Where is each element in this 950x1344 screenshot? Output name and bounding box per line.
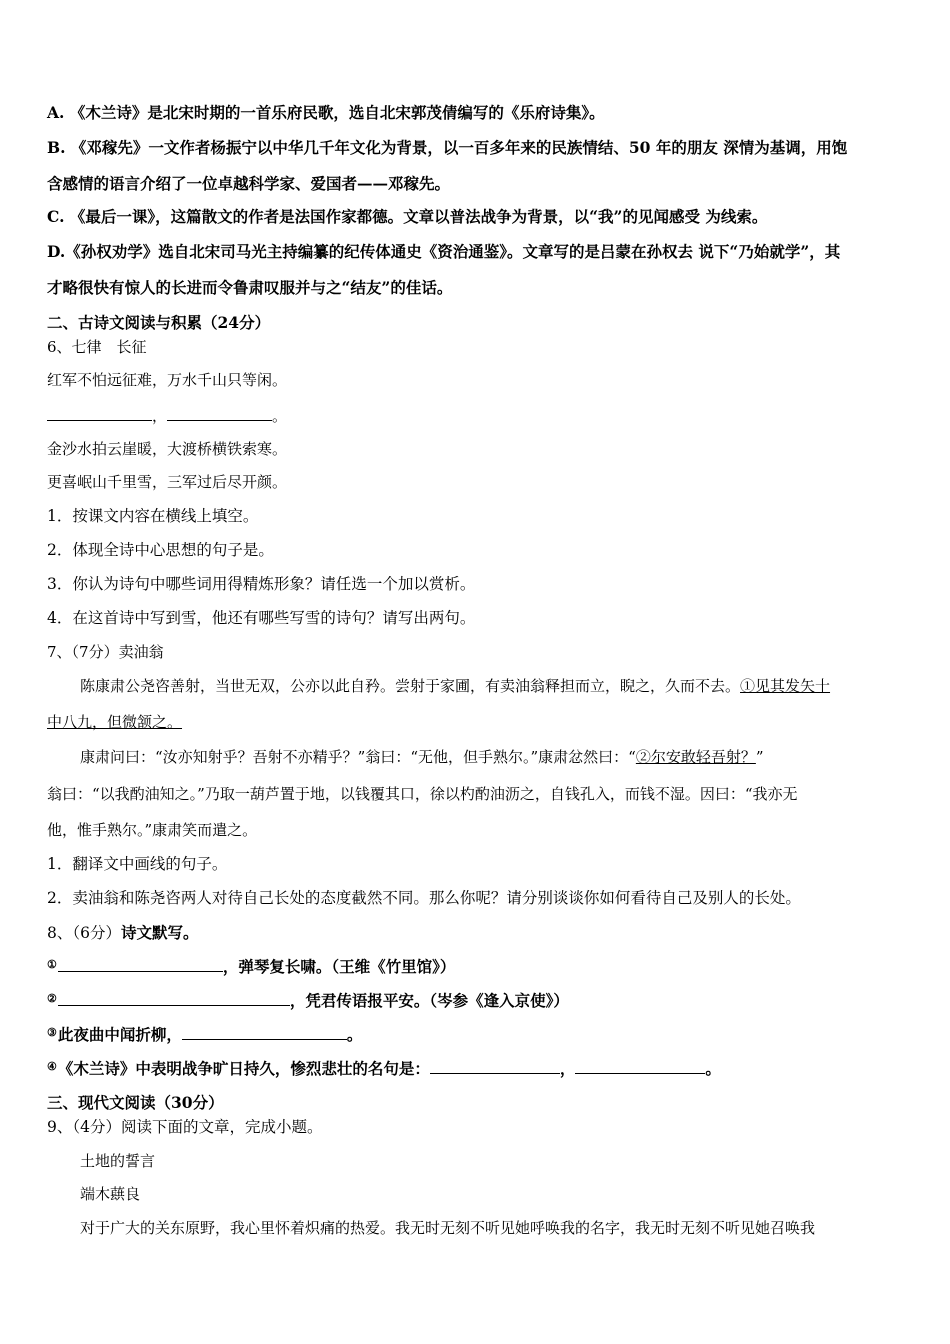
blank-1[interactable]	[47, 405, 152, 421]
option-d-line1: D.《孙权劝学》选自北宋司马光主持编纂的纪传体通史《资治通鉴》。文章写的是吕蒙在孙权去 说下“乃始就学”，其	[47, 242, 841, 261]
blank-2[interactable]	[167, 405, 272, 421]
q6-sub3: 3．你认为诗句中哪些词用得精炼形象？请任选一个加以赏析。	[47, 575, 476, 593]
q7-para2-line3: 他，惟手熟尔。”康肃笑而遣之。	[47, 821, 258, 839]
article-title: 土地的誓言	[80, 1152, 156, 1170]
article-para1: 对于广大的关东原野，我心里怀着炽痛的热爱。我无时无刻不听见她呼唤我的名字，我无时无刻不听见她召唤我	[80, 1219, 816, 1237]
q7-sub2: 2．卖油翁和陈尧咨两人对待自己长处的态度截然不同。那么你呢？请分别谈谈你如何看待自己及别人的长处。	[47, 889, 801, 907]
q6-sub4: 4．在这首诗中写到雪，他还有哪些写雪的诗句？请写出两句。	[47, 609, 476, 627]
blank-q8-1[interactable]	[58, 956, 223, 972]
option-d-line2: 才略很快有惊人的长进而令鲁肃叹服并与之“结友”的佳话。	[47, 278, 453, 297]
q6-sub1: 1．按课文内容在横线上填空。	[47, 507, 259, 525]
blank-q8-2[interactable]	[58, 990, 290, 1006]
q6-title: 6、七律 长征	[47, 338, 147, 356]
q8-item1: ① ，弹琴复长啸。（王维《竹里馆》）	[47, 957, 456, 976]
underlined-sentence-2: ②尔安敢轻吾射？	[635, 748, 756, 766]
q8-title: 8、（6分）诗文默写。	[47, 923, 199, 942]
underlined-sentence-1-cont: 中八九，但微颔之。	[47, 713, 183, 731]
blank-q8-4b[interactable]	[575, 1058, 705, 1074]
q6-poem-line4: 更喜岷山千里雪，三军过后尽开颜。	[47, 473, 288, 491]
q9-title: 9、（4分）阅读下面的文章，完成小题。	[47, 1118, 323, 1136]
q7-para1-line1: 陈康肃公尧咨善射，当世无双，公亦以此自矜。尝射于家圃，有卖油翁释担而立，睨之，久而不去。①见其发矢十	[80, 677, 831, 695]
q6-poem-line1: 红军不怕远征难，万水千山只等闲。	[47, 371, 288, 389]
blank-q8-3[interactable]	[182, 1024, 347, 1040]
q8-item2: ② ，凭君传语报平安。（岑参《逢入京使》）	[47, 991, 569, 1010]
blank-q8-4a[interactable]	[430, 1058, 560, 1074]
section3-heading: 三、现代文阅读（30分）	[47, 1093, 224, 1112]
underlined-sentence-1: ①见其发矢十	[740, 677, 831, 695]
q8-item3: ③此夜曲中闻折柳， 。	[47, 1025, 363, 1044]
q7-para2-line2: 翁曰：“以我酌油知之。”乃取一葫芦置于地，以钱覆其口，徐以杓酌油沥之，自钱孔入，而钱不湿。因曰：“我亦无	[47, 785, 798, 803]
q6-poem-blank-line: ， 。	[47, 405, 906, 426]
q8-item4: ④《木兰诗》中表明战争旷日持久，惨烈悲壮的名句是： ， 。	[47, 1059, 721, 1078]
q6-sub2: 2．体现全诗中心思想的句子是。	[47, 541, 274, 559]
q7-sub1: 1．翻译文中画线的句子。	[47, 855, 228, 873]
article-author: 端木蕻良	[80, 1185, 141, 1203]
q7-para2-line1: 康肃问曰：“汝亦知射乎？吾射不亦精乎？”翁曰：“无他，但手熟尔。”康肃忿然曰：“②尔安敢轻吾射？”	[80, 748, 764, 766]
q6-poem-line3: 金沙水拍云崖暖，大渡桥横铁索寒。	[47, 440, 288, 458]
section2-heading: 二、古诗文阅读与积累（24分）	[47, 313, 271, 332]
option-c: C. 《最后一课》，这篇散文的作者是法国作家都德。文章以普法战争为背景，以“我”的见闻感受 为线索。	[47, 207, 768, 226]
option-a: A. 《木兰诗》是北宋时期的一首乐府民歌，选自北宋郭茂倩编写的《乐府诗集》。	[47, 103, 605, 122]
q7-para1-line2	[47, 712, 906, 732]
q7-title: 7、（7分）卖油翁	[47, 643, 164, 661]
option-b-line1: B. 《邓稼先》一文作者杨振宁以中华几千年文化为背景，以一百多年来的民族情结、50 年的朋友 深情为基调，用饱	[47, 138, 848, 157]
option-b-line2: 含感情的语言介绍了一位卓越科学家、爱国者——邓稼先。	[47, 174, 451, 193]
